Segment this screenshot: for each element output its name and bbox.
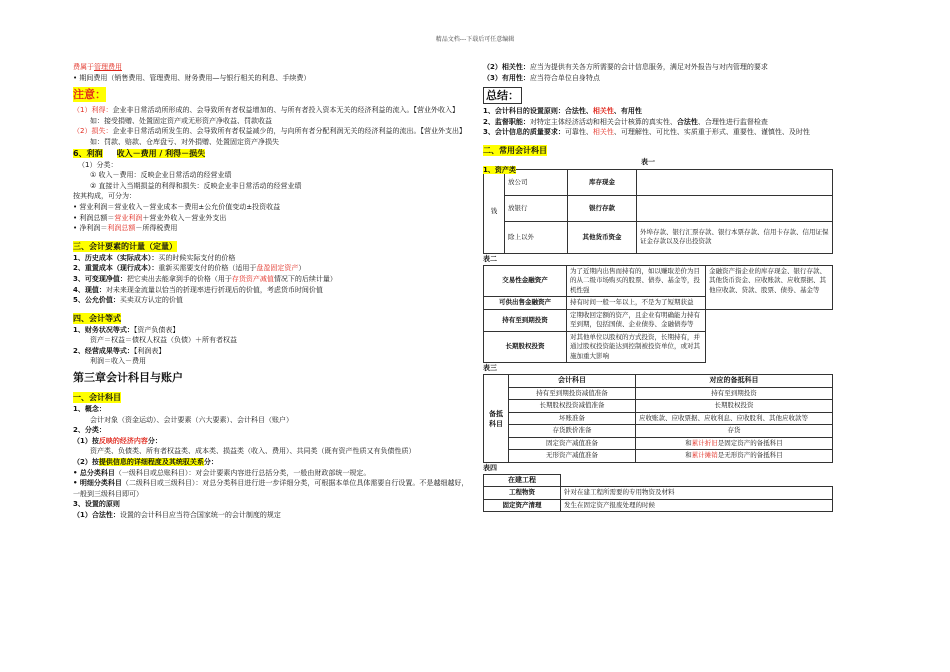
- table-three-caption: 表三: [483, 364, 497, 373]
- text-line: ② 直接计入当期损益的利得和损失：反映企业非日常活动的经营业绩: [90, 181, 302, 190]
- table-row: [484, 169, 833, 195]
- table-cell: 存货: [636, 425, 833, 438]
- table-row: [484, 450, 833, 463]
- table-row: [484, 331, 833, 363]
- note-heading: 注意：: [73, 88, 106, 102]
- text-line: 费属于管理费用: [73, 63, 122, 71]
- table-row: [484, 499, 833, 512]
- table-cell: 金融资产指企业的库存现金、银行存款、其他货币资金、应收账款、应收票据、其他应收款、贷款、股票、债券、基金等: [706, 265, 833, 309]
- text-line: 2、分类：: [73, 426, 106, 435]
- text-line: （1）按反映的经济内容分：: [73, 436, 162, 445]
- table-cell: 持有至到期投资: [636, 387, 833, 400]
- text-line: 3、可变现净值：把它卖出去能拿到手的价格（用于存货资产减值情况下的后续计量）: [73, 274, 337, 283]
- section-heading: 四、会计等式: [73, 313, 121, 323]
- text-line: （1）利得：企业非日常活动所形成的、会导致所有者权益增加的、与所有者投入资本无关的经济利益的流入。【营业外收入】: [73, 106, 459, 115]
- table-row: [484, 309, 833, 331]
- text-line: 2、监督职能：对特定主体经济活动和相关会计核算的真实性、合法性、合理性进行监督检查: [483, 117, 768, 126]
- table-cell: 针对在建工程所需要的专用物资及材料: [561, 487, 833, 500]
- text-line: （1）合法性：设置的会计科目应当符合国家统一的会计制度的规定: [73, 511, 281, 519]
- table-cell: 定期收回定额的资产，且企业有明确能力持有至到期，包括国债、企业债券、金融债券等: [567, 309, 706, 331]
- asset-table-two: [483, 265, 833, 364]
- table-one-caption: 1、资产类 表一: [483, 157, 655, 174]
- table-row: [484, 412, 833, 425]
- table-cell: 在建工程: [484, 474, 561, 487]
- table-row: [484, 221, 833, 253]
- text-line: 如：罚款、赔款、仓库盘亏、对外捐赠、处置固定资产净损失: [90, 137, 279, 146]
- table-cell: 长期股权投资: [636, 400, 833, 413]
- section-heading: 二、常用会计科目: [483, 145, 547, 155]
- table-cell: [637, 195, 833, 221]
- table-cell: 存货跌价准备: [509, 425, 636, 438]
- table-cell: 和累计摊销是无形资产的备抵科目: [636, 450, 833, 463]
- text-line: 1、历史成本（实际成本）：买的时候实际支付的价格: [73, 253, 236, 262]
- table-cell: 长期股权投资: [484, 331, 567, 363]
- text-line: （2）损失：企业非日常活动所发生的、会导致所有者权益减少的，与向所有者分配利润无关的经济利益的流出。【营业外支出】: [73, 127, 466, 136]
- table-cell: [706, 309, 833, 331]
- text-line: 按其构成，可分为：: [73, 192, 136, 201]
- section-heading: 三、会计要素的计量（定量）: [73, 241, 177, 251]
- table-cell: 固定资产清理: [484, 499, 561, 512]
- text-line: 资产＝权益＝债权人权益（负债）＋所有者权益: [90, 336, 237, 345]
- text-line: • 营业利润＝营业收入－营业成本－费用±公允价值变动±投资收益: [73, 202, 281, 211]
- table-cell: 工程物资: [484, 487, 561, 500]
- text-line: 利润＝收入－费用: [90, 357, 146, 366]
- column-header: 会计科目: [509, 375, 636, 388]
- section-heading: 一、会计科目: [73, 393, 121, 403]
- text-line: ① 收入－费用：反映企业日常活动的经营业绩: [90, 171, 232, 180]
- contra-side-label: 备抵科目: [484, 375, 509, 463]
- column-header: 对应的备抵科目: [636, 375, 833, 388]
- table-cell: 除上以外: [505, 221, 568, 253]
- text-line: 会计对象（资金运动）、会计要素（六大要素）、会计科目（账户）: [90, 415, 293, 424]
- table-row: [484, 437, 833, 450]
- table-cell: 可供出售金融资产: [484, 297, 567, 310]
- text-line: 1、财务状况等式：【资产负债表】: [73, 325, 180, 334]
- table-row: [484, 387, 833, 400]
- table-two-caption: 表二: [483, 254, 497, 263]
- text-line: • 期间费用（销售费用、管理费用、财务费用—与银行相关的利息、手续费）: [73, 73, 311, 82]
- text-line: 2、经营成果等式：【利润表】: [73, 346, 166, 355]
- table-cell: 持有至到期投资减值准备: [509, 387, 636, 400]
- text-line: 3、会计信息的质量要求：可靠性、相关性、可理解性、可比性、实质重于形式、重要性、谨慎性、及时性: [483, 128, 810, 137]
- table-row: [484, 487, 833, 500]
- chapter-title: 第三章会计科目与账户: [73, 371, 183, 385]
- section-heading: 6、利润 收入－费用 / 利得－损失: [73, 148, 206, 158]
- text-line: 资产类、负债类、所有者权益类、成本类、损益类（收入、费用）、共同类（既有资产性质又有负债性质）: [90, 447, 416, 456]
- table-cell: 库存现金: [568, 169, 637, 195]
- construction-table: [483, 474, 833, 513]
- text-line: （3）有用性：应当符合单位自身特点: [483, 73, 600, 82]
- table-row: [484, 425, 833, 438]
- text-line: （1）分类：: [78, 160, 118, 169]
- asset-table-one: [483, 169, 833, 254]
- text-line: 2、重置成本（现行成本）：重新买需要支付的价格（适用于盘盈固定资产）: [73, 264, 306, 273]
- text-line: （2）相关性：应当为提供有关各方所需要的会计信息服务，满足对外报告与对内管理的要求: [483, 63, 768, 71]
- table-four-caption: 表四: [483, 463, 497, 472]
- table-cell: 银行存款: [568, 195, 637, 221]
- table-cell: [706, 331, 833, 363]
- table-cell: 无形资产减值准备: [509, 450, 636, 463]
- text-line: 5、公允价值：买卖双方认定的价值: [73, 296, 183, 305]
- table-cell: 持有时间一般一年以上，不是为了短期获益: [567, 297, 706, 310]
- table-cell: 外埠存款、银行汇票存款、银行本票存款、信用卡存款、信用证保证金存款以及存出投资款: [637, 221, 833, 253]
- table-cell: [561, 474, 833, 487]
- table-row: [484, 265, 833, 297]
- table-row: [484, 400, 833, 413]
- text-line: • 总分类科目（一级科目或总账科目）：对会计要素内容进行总括分类，一般由财政部统一规定。: [73, 468, 371, 477]
- table-cell: 应收账款、应收票据、应收利息、应收股利、其他应收款等: [636, 412, 833, 425]
- left-column: [73, 62, 473, 521]
- table-cell: 放银行: [505, 195, 568, 221]
- right-column: [483, 62, 857, 512]
- table-cell: 放公司: [505, 169, 568, 195]
- table-cell: 坏账准备: [509, 412, 636, 425]
- money-label: 钱: [484, 169, 505, 253]
- text-line: • 利润总额＝营业利润＋营业外收入－营业外支出: [73, 213, 227, 222]
- table-cell: 交易性金融资产: [484, 265, 567, 297]
- table-cell: 发生在固定资产报废处理的时候: [561, 499, 833, 512]
- table-cell: 固定资产减值准备: [509, 437, 636, 450]
- table-cell: [637, 169, 833, 195]
- text-line: 1、会计科目的设置原则：合法性、相关性、有用性: [483, 107, 642, 116]
- table-header-row: [484, 375, 833, 388]
- text-line: • 明细分类科目（二级科目或三级科目）：对总分类科目进行进一步详细分类，可根据本单位具体需要自行设置。不是越细越好，一般到三级科目即可）: [73, 479, 469, 498]
- table-cell: 为了近期内出售而持有的，如以赚取差价为目的从二级市场购买的股票、债券、基金等，投机性强: [567, 265, 706, 297]
- text-line: 1、概念：: [73, 405, 106, 414]
- table-header-row: [484, 474, 833, 487]
- summary-heading: 总结：: [483, 87, 522, 104]
- table-cell: 长期股权投资减值准备: [509, 400, 636, 413]
- table-cell: 对其他单位以股权的方式投资，长期持有，并通过股权投资能达到控制被投资单位，或对其施加重大影响: [567, 331, 706, 363]
- page-header: 精品文档---下载后可任意编辑: [435, 36, 515, 43]
- table-cell: 其他货币资金: [568, 221, 637, 253]
- text-line: 3、设置的原则: [73, 500, 120, 509]
- table-row: [484, 195, 833, 221]
- text-line: • 净利润＝利润总额－所得税费用: [73, 224, 178, 233]
- table-cell: 持有至到期投资: [484, 309, 567, 331]
- text-line: （2）按提供信息的详细程度及其统驭关系分：: [73, 458, 218, 467]
- table-cell: 和累计折旧是固定资产的备抵科目: [636, 437, 833, 450]
- contra-account-table: [483, 374, 833, 463]
- text-line: 4、现值：对未来现金流量以恰当的折现率进行折现后的价值，考虑货币时间价值: [73, 285, 323, 294]
- text-line: 如：接受捐赠、处置固定资产或无形资产净收益、罚款收益: [90, 116, 272, 125]
